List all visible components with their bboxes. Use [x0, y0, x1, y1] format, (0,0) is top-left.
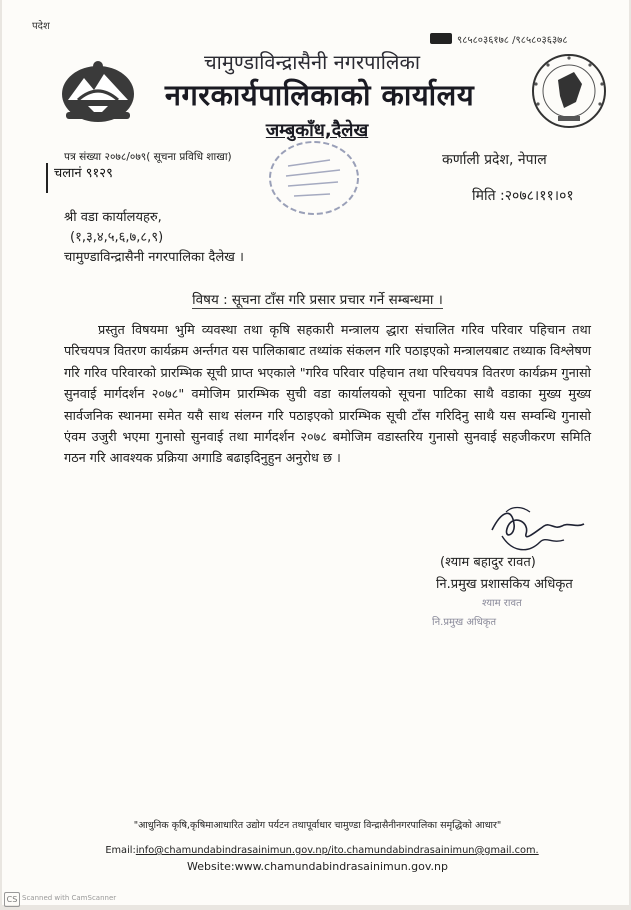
scanner-watermark — [0, 890, 631, 910]
signatory-name: (श्याम बहादुर रावत) — [440, 555, 536, 570]
letter-number: पत्र संख्या २०७८/०७९( सूचना प्रविधि शाखा) — [64, 151, 232, 163]
scanner-text: Scanned with CamScanner — [22, 894, 117, 902]
municipality-name: चामुण्डाविन्द्रासैनी नगरपालिका — [203, 50, 421, 74]
office-title: नगरकार्यपालिकाको कार्यालय — [164, 78, 475, 112]
recipient-line-2: (१,३,४,५,६,७,८,९) — [70, 230, 164, 245]
faded-stamp-line-2: नि.प्रमुख अधिकृत — [432, 617, 497, 628]
email-label: Email: — [105, 845, 136, 856]
nepal-emblem-logo — [58, 56, 138, 126]
body-paragraph: प्रस्तुत विषयमा भुमि व्यवस्था तथा कृषि सहकारी मन्त्रालय द्धारा संचालित गरिव परिवार पहिचान तथा परिचयपत्र वितरण कार्यक्रम अर्न्तगत यस पालिकाबाट तथ्यांक संकलन गरि पठाइएको मन्त्रालयबाट तथ्याक विश्लेषण गरि गरिव परिवारको प्रारम्भिक सूची प्राप्त भएकाले "गरिव परिवार पहिचान तथा परिचयपत्र वितरण कार्यक्रम गुनासो सुनवाई मार्गदर्शन २०७८" वमोजिम प्रारम्भिक सुची वडा कार्यालयको सूचना पाटिका साथै वडाका मुख्य मुख्य सार्वजनिक स्थानमा समेत यसै साथ संलग्न गरि पठाइएको प्रारम्भिक सूची टाँस गरिदिनु साथै यस सम्वन्धि गुनासो एंवम उजुरी भएमा गुनासो सुनवाई तथा मार्गदर्शन २०७८ बमोजिम वडास्तरिय गुनासो सुनवाई सहजीकरण समिति गठन गरि आवश्यक प्रक्रिया अगाडि बढाइदिनुहुन अनुरोध छ । — [64, 323, 591, 467]
letter-date: मिति :२०७८।११।०१ — [472, 188, 574, 204]
footer-website[interactable]: Website:www.chamundabindrasainimun.gov.np — [187, 860, 448, 873]
province: कर्णाली प्रदेश, नेपाल — [442, 152, 547, 168]
phone-numbers: ९८५८०३६१७८ /९८५८०३६३७८ — [457, 35, 568, 46]
recipient-line-3: चामुण्डाविन्द्रासैनी नगरपालिका दैलेख । — [64, 250, 244, 265]
signatory-title: नि.प्रमुख प्रशासकिय अधिकृत — [436, 577, 573, 592]
dispatch-bar — [46, 163, 48, 193]
office-location: जम्बुकाँध,दैलेख — [265, 120, 369, 141]
office-stamp — [264, 136, 364, 218]
handwritten-signature — [472, 500, 592, 560]
footer-tagline: "आधुनिक कृषि,कृषिमाआधारित उद्योग पर्यटन तथापूर्वाधार चामुण्डा विन्द्रासैनीनगरपालिका समृद्धिको आधार" — [133, 820, 502, 831]
recipient-line-1: श्री वडा कार्यालयहरु, — [64, 210, 162, 225]
municipality-seal-logo — [530, 52, 608, 130]
camscanner-logo: CS — [4, 892, 20, 907]
letter-sheet — [2, 0, 629, 905]
subject-line — [2, 290, 631, 308]
email-link[interactable]: info@chamundabindrasainimun.gov.np/ito.chamundabindrasainimun@gmail.com. — [135, 845, 539, 856]
letter-body — [64, 320, 591, 470]
dispatch-number: चलानं ९१२९ — [54, 166, 113, 181]
corner-mark: पदेश — [32, 21, 50, 32]
faded-stamp-line-1: श्याम रावत — [482, 598, 522, 609]
subject-text: विषय : सूचना टाँस गरि प्रसार प्रचार गर्ने सम्बन्धमा । — [192, 292, 443, 308]
phone-icon — [430, 33, 452, 44]
footer-email — [62, 845, 582, 856]
